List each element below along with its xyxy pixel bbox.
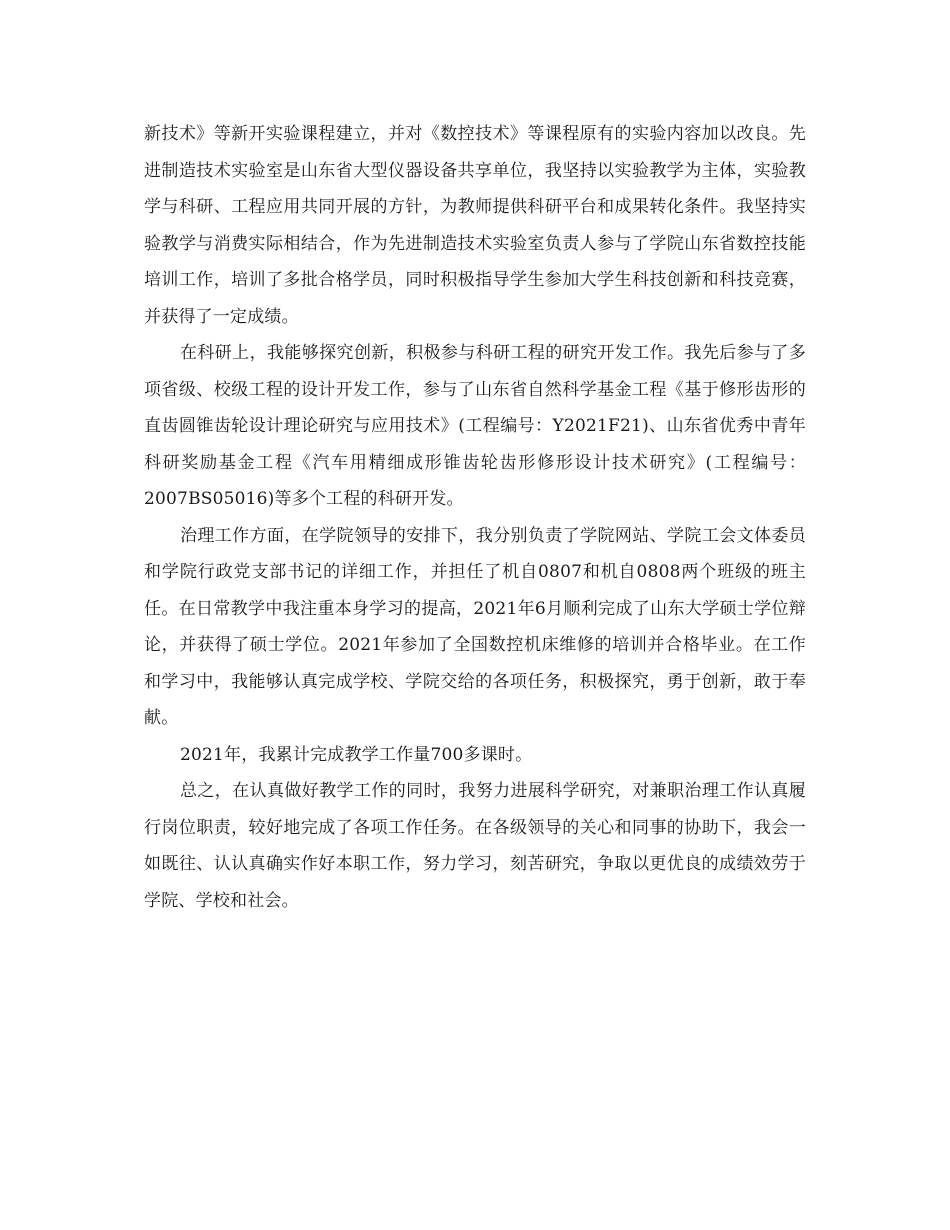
paragraph-lab-teaching: 新技术》等新开实验课程建立，并对《数控技术》等课程原有的实验内容加以改良。先进制造技术实验室是山东省大型仪器设备共享单位，我坚持以实验教学为主体，实验教学与科研、工程应用共同开展的方针，为教师提供科研平台和成果转化条件。我坚持实验教学与消费实际相结合，作为先进制造技术实验室负责人参与了学院山东省数控技能培训工作，培训了多批合格学员，同时积极指导学生参加大学生科技创新和科技竞赛，并获得了一定成绩。 <box>144 124 806 327</box>
paragraph-research: 在科研上，我能够探究创新，积极参与科研工程的研究开发工作。我先后参与了多项省级、校级工程的设计开发工作，参与了山东省自然科学基金工程《基于修形齿形的直齿圆锥齿轮设计理论研究与应用技术》(工程编号：Y2021F21)、山东省优秀中青年科研奖励基金工程《汽车用精细成形锥齿轮齿形修形设计技术研究》(工程编号：2007BS05016)等多个工程的科研开发。 <box>144 343 806 509</box>
paragraph-management: 治理工作方面，在学院领导的安排下，我分别负责了学院网站、学院工会文体委员和学院行政党支部书记的详细工作，并担任了机自0807和机自0808两个班级的班主任。在日常教学中我注重本身学习的提高，2021年6月顺利完成了山东大学硕士学位辩论，并获得了硕士学位。2021年参加了全国数控机床维修的培训并合格毕业。在工作和学习中，我能够认真完成学校、学院交给的各项任务，积极探究，勇于创新，敢于奉献。 <box>144 525 806 728</box>
document-body <box>144 116 806 919</box>
paragraph-workload: 2021年，我累计完成教学工作量700多课时。 <box>180 744 533 765</box>
paragraph-summary: 总之，在认真做好教学工作的同时，我努力进展科学研究，对兼职治理工作认真履行岗位职责，较好地完成了各项工作任务。在各级领导的关心和同事的协助下，我会一如既往、认认真确实作好本职工作，努力学习，刻苦研究，争取以更优良的成绩效劳于学院、学校和社会。 <box>144 781 806 911</box>
